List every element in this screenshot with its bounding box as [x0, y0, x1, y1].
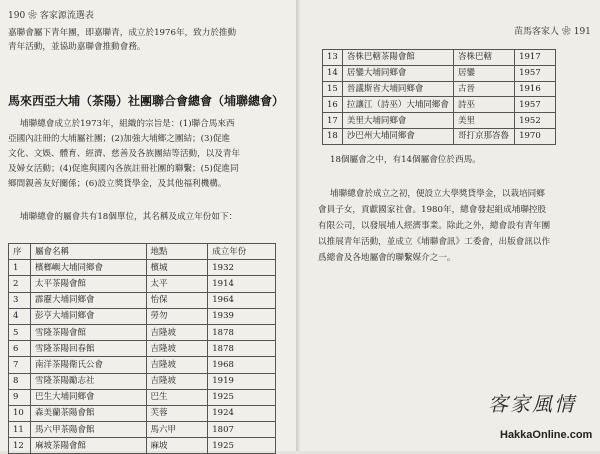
watermark-site: HakkaOnline.com: [500, 429, 593, 441]
cell-index: 3: [9, 292, 31, 308]
cell-name: 太平茶陽會館: [30, 276, 146, 292]
cell-year: 1957: [515, 97, 556, 113]
section-heading: 馬來西亞大埔（茶陽）社團聯合會總會（埔聯總會）: [8, 94, 285, 108]
cell-year: 1914: [208, 276, 276, 292]
watermark-logo: 客家風情: [488, 392, 576, 416]
cell-name: 雪隆茶陽回春館: [30, 341, 146, 357]
table-row: [9, 438, 276, 454]
cell-location: 吉隆坡: [146, 373, 208, 389]
cell-index: 13: [323, 50, 343, 66]
cell-location: 檳城: [146, 260, 208, 276]
cell-index: 10: [9, 405, 31, 421]
cell-year: 1970: [515, 128, 556, 144]
cell-index: 11: [9, 422, 31, 438]
cell-location: 哥打京那峇魯: [453, 128, 514, 144]
cell-year: 1957: [515, 65, 556, 81]
cell-year: 1925: [208, 389, 276, 405]
body-line: 及婦女活動；(4)促進與國內各族註冊社團的聯繫；(5)促進同: [8, 164, 239, 174]
cell-name: 麻坡茶陽會館: [30, 438, 146, 454]
body-line: 亞國內註冊的大埔屬社團；(2)加強大埔鄉之團結；(3)促進: [8, 134, 231, 144]
right-page: [300, 0, 600, 451]
cell-year: 1939: [208, 308, 276, 324]
cell-year: 1807: [208, 422, 276, 438]
cell-index: 5: [9, 324, 31, 340]
body-line: 爲總會及各地屬會的聯繫媒介之一。: [318, 253, 456, 263]
left-page: [0, 0, 300, 451]
cell-location: 吉隆坡: [146, 357, 208, 373]
cell-location: 芙蓉: [146, 405, 208, 421]
cell-name: 居鑾大埔同鄉會: [342, 65, 453, 81]
cell-year: 1878: [208, 324, 276, 340]
after-table-note: 18個屬會之中，有14個屬會位於西馬。: [330, 155, 481, 165]
body-line: 埔聯總會成立於1973年，組織的宗旨是：(1)聯合馬來西: [20, 119, 235, 129]
body-line: 會員子女，貢獻國家社會。1980年，總會發起組成埔聯控股: [318, 205, 547, 215]
header-name: 屬會名稱: [30, 244, 146, 260]
cell-name: 森美蘭茶陽會館: [30, 405, 146, 421]
cell-name: 巴生大埔同鄉會: [30, 389, 146, 405]
cell-name: 拉讓江（詩巫）大埔同鄉會: [342, 97, 453, 113]
cell-name: 沙巴州大埔同鄉會: [342, 128, 453, 144]
cell-name: 馬六甲茶陽會館: [30, 422, 146, 438]
left-page-header: 190 ❀ 客家源流選表: [8, 11, 94, 21]
cell-index: 6: [9, 341, 31, 357]
body-line: 以推展青年活動，並成立《埔聯會訊》工委會，出版會訊以作: [318, 237, 551, 247]
cell-index: 1: [9, 260, 31, 276]
table-row: [323, 81, 556, 97]
cell-index: 8: [9, 373, 31, 389]
table-row: [323, 50, 556, 66]
cell-year: 1924: [208, 405, 276, 421]
cell-location: 古晉: [453, 81, 514, 97]
cell-index: 4: [9, 308, 31, 324]
header-year: 成立年份: [208, 244, 276, 260]
table-row: [9, 422, 276, 438]
cell-year: 1917: [515, 50, 556, 66]
cell-year: 1932: [208, 260, 276, 276]
cell-year: 1968: [208, 357, 276, 373]
table-row: [323, 65, 556, 81]
member-table-part2: [322, 49, 556, 145]
cell-name: 美里大埔同鄉會: [342, 113, 453, 129]
cell-location: 太平: [146, 276, 208, 292]
table-row: [9, 276, 276, 292]
cell-location: 麻坡: [146, 438, 208, 454]
cell-name: 霹靂大埔同鄉會: [30, 292, 146, 308]
cell-index: 12: [9, 438, 31, 454]
cell-year: 1916: [515, 81, 556, 97]
cell-index: 7: [9, 357, 31, 373]
member-table-part1: [8, 243, 276, 454]
cell-location: 詩巫: [453, 97, 514, 113]
table-row: [9, 341, 276, 357]
intro-line: 嘉聯會屬下青年團，即嘉聯青，成立於1976年，致力於推動: [8, 28, 237, 38]
table-row: [9, 308, 276, 324]
cell-name: 晉議斯省大埔同鄉會: [342, 81, 453, 97]
body-line: 埔聯總會於成立之初，便設立大學獎貸學金，以栽培同鄉: [330, 189, 545, 199]
table-row: [9, 324, 276, 340]
cell-location: 美里: [453, 113, 514, 129]
table-row: [9, 405, 276, 421]
table-row: [9, 292, 276, 308]
cell-name: 雪隆茶陽會館: [30, 324, 146, 340]
table-intro: 埔聯總會的屬會共有18個單位，其名稱及成立年份如下：: [20, 212, 238, 222]
cell-location: 吉隆坡: [146, 341, 208, 357]
body-line: 鄉間親善友好關係；(6)設立獎貸學金，及其他福利機構。: [8, 179, 227, 189]
cell-location: 峇株巴轄: [453, 50, 514, 66]
cell-index: 14: [323, 65, 343, 81]
cell-index: 15: [323, 81, 343, 97]
cell-location: 巴生: [146, 389, 208, 405]
table-row: [9, 357, 276, 373]
cell-name: 檳榔嶼大埔同鄉會: [30, 260, 146, 276]
cell-name: 峇株巴轄茶陽會館: [342, 50, 453, 66]
cell-year: 1964: [208, 292, 276, 308]
cell-name: 南洋茶陽衛氏公會: [30, 357, 146, 373]
intro-line: 青年活動，並協助嘉聯會推動會務。: [8, 42, 146, 52]
cell-index: 17: [323, 113, 343, 129]
table-row: [9, 389, 276, 405]
cell-index: 9: [9, 389, 31, 405]
table-row: [323, 97, 556, 113]
table-row: [323, 128, 556, 144]
header-index: 序: [9, 244, 31, 260]
cell-year: 1952: [515, 113, 556, 129]
cell-location: 吉隆坡: [146, 324, 208, 340]
header-location: 地點: [146, 244, 208, 260]
table-row: [9, 373, 276, 389]
table-header-row: [9, 244, 276, 260]
cell-year: 1878: [208, 341, 276, 357]
body-line: 有限公司，以發展埔人經濟事業。除此之外，總會設有青年團: [318, 221, 551, 231]
cell-year: 1925: [208, 438, 276, 454]
cell-index: 18: [323, 128, 343, 144]
cell-index: 2: [9, 276, 31, 292]
table-row: [9, 260, 276, 276]
cell-name: 彭亨大埔同鄉會: [30, 308, 146, 324]
right-page-header: 苗馬客家人 ❀ 191: [514, 27, 591, 37]
cell-index: 16: [323, 97, 343, 113]
cell-location: 怡保: [146, 292, 208, 308]
cell-year: 1919: [208, 373, 276, 389]
body-line: 文化、文娛、體育、經濟、慈善及各族團結等活動，以及青年: [8, 149, 241, 159]
table-row: [323, 113, 556, 129]
cell-name: 雪隆茶陽勵志社: [30, 373, 146, 389]
cell-location: 馬六甲: [146, 422, 208, 438]
cell-location: 居鑾: [453, 65, 514, 81]
cell-location: 勞勿: [146, 308, 208, 324]
